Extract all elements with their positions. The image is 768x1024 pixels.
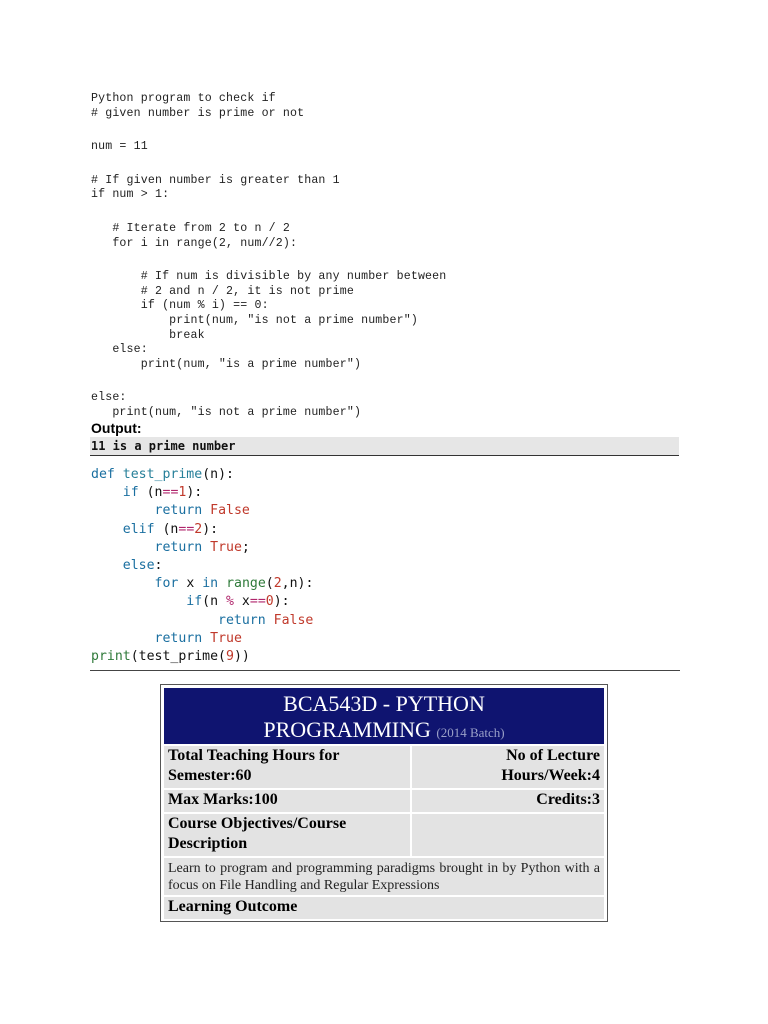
code-line: break: [91, 328, 205, 342]
code-line: return True: [154, 630, 242, 646]
code-line: return True;: [154, 539, 250, 555]
code-line: print(num, "is not a prime number"): [91, 313, 418, 327]
code-line: # If given number is greater than 1: [91, 173, 340, 187]
code-line: return False: [218, 612, 314, 628]
objectives-label-cell: Course Objectives/Course Description: [164, 814, 410, 856]
code-line: num = 11: [91, 140, 148, 154]
output-heading: Output:: [91, 420, 142, 436]
code-line: Python program to check if: [91, 92, 276, 105]
objectives-empty-cell: [412, 814, 604, 856]
code-blank-line: [91, 155, 691, 174]
code-block-divider: [90, 670, 680, 671]
code-listing-test-prime: [91, 466, 681, 666]
course-title-line2: PROGRAMMING (2014 Batch): [263, 717, 505, 742]
code-blank-line: [91, 372, 691, 391]
code-line: if num > 1:: [91, 188, 170, 202]
max-marks-cell: Max Marks:100: [164, 790, 410, 812]
code-line: # If num is divisible by any number between: [91, 270, 447, 284]
code-line: if(n % x==0):: [186, 594, 290, 610]
output-box: 11 is a prime number: [90, 437, 679, 456]
course-info-table: [160, 684, 608, 922]
code-line: if (n==1):: [122, 485, 203, 501]
objectives-description: Learn to program and programming paradigms brought in by Python with a focus on File Handling and Regular Expressions: [164, 858, 604, 895]
batch-label: (2014 Batch): [436, 725, 505, 740]
code-line: # Iterate from 2 to n / 2: [91, 221, 291, 235]
course-code-title: BCA543D - PYTHON: [283, 691, 485, 716]
credits-cell: Credits:3: [412, 790, 604, 812]
teaching-hours-cell: Total Teaching Hours for Semester:60: [164, 746, 410, 788]
code-line: def test_prime(n):: [91, 467, 234, 482]
code-blank-line: [91, 251, 691, 270]
code-line: # given number is prime or not: [91, 106, 305, 120]
code-blank-line: [91, 121, 691, 140]
code-line: if (num % i) == 0:: [91, 299, 269, 313]
code-line: print(num, "is not a prime number"): [91, 405, 362, 419]
code-line: return False: [154, 503, 250, 519]
code-blank-line: [91, 203, 691, 222]
code-line: else:: [122, 557, 163, 573]
code-line: print(test_prime(9)): [91, 648, 250, 664]
code-line: elif (n==2):: [122, 521, 219, 537]
code-line: for x in range(2,n):: [154, 576, 314, 592]
lecture-hours-cell: No of Lecture Hours/Week:4: [412, 746, 604, 788]
learning-outcome-label: Learning Outcome: [164, 897, 604, 919]
code-line: # 2 and n / 2, it is not prime: [91, 284, 354, 298]
code-line: else:: [91, 343, 148, 357]
code-line: for i in range(2, num//2):: [91, 236, 298, 250]
code-line: print(num, "is a prime number"): [91, 357, 362, 371]
code-listing-prime-check: [91, 92, 691, 421]
code-line: else:: [91, 391, 127, 405]
course-title-header: [164, 688, 604, 744]
